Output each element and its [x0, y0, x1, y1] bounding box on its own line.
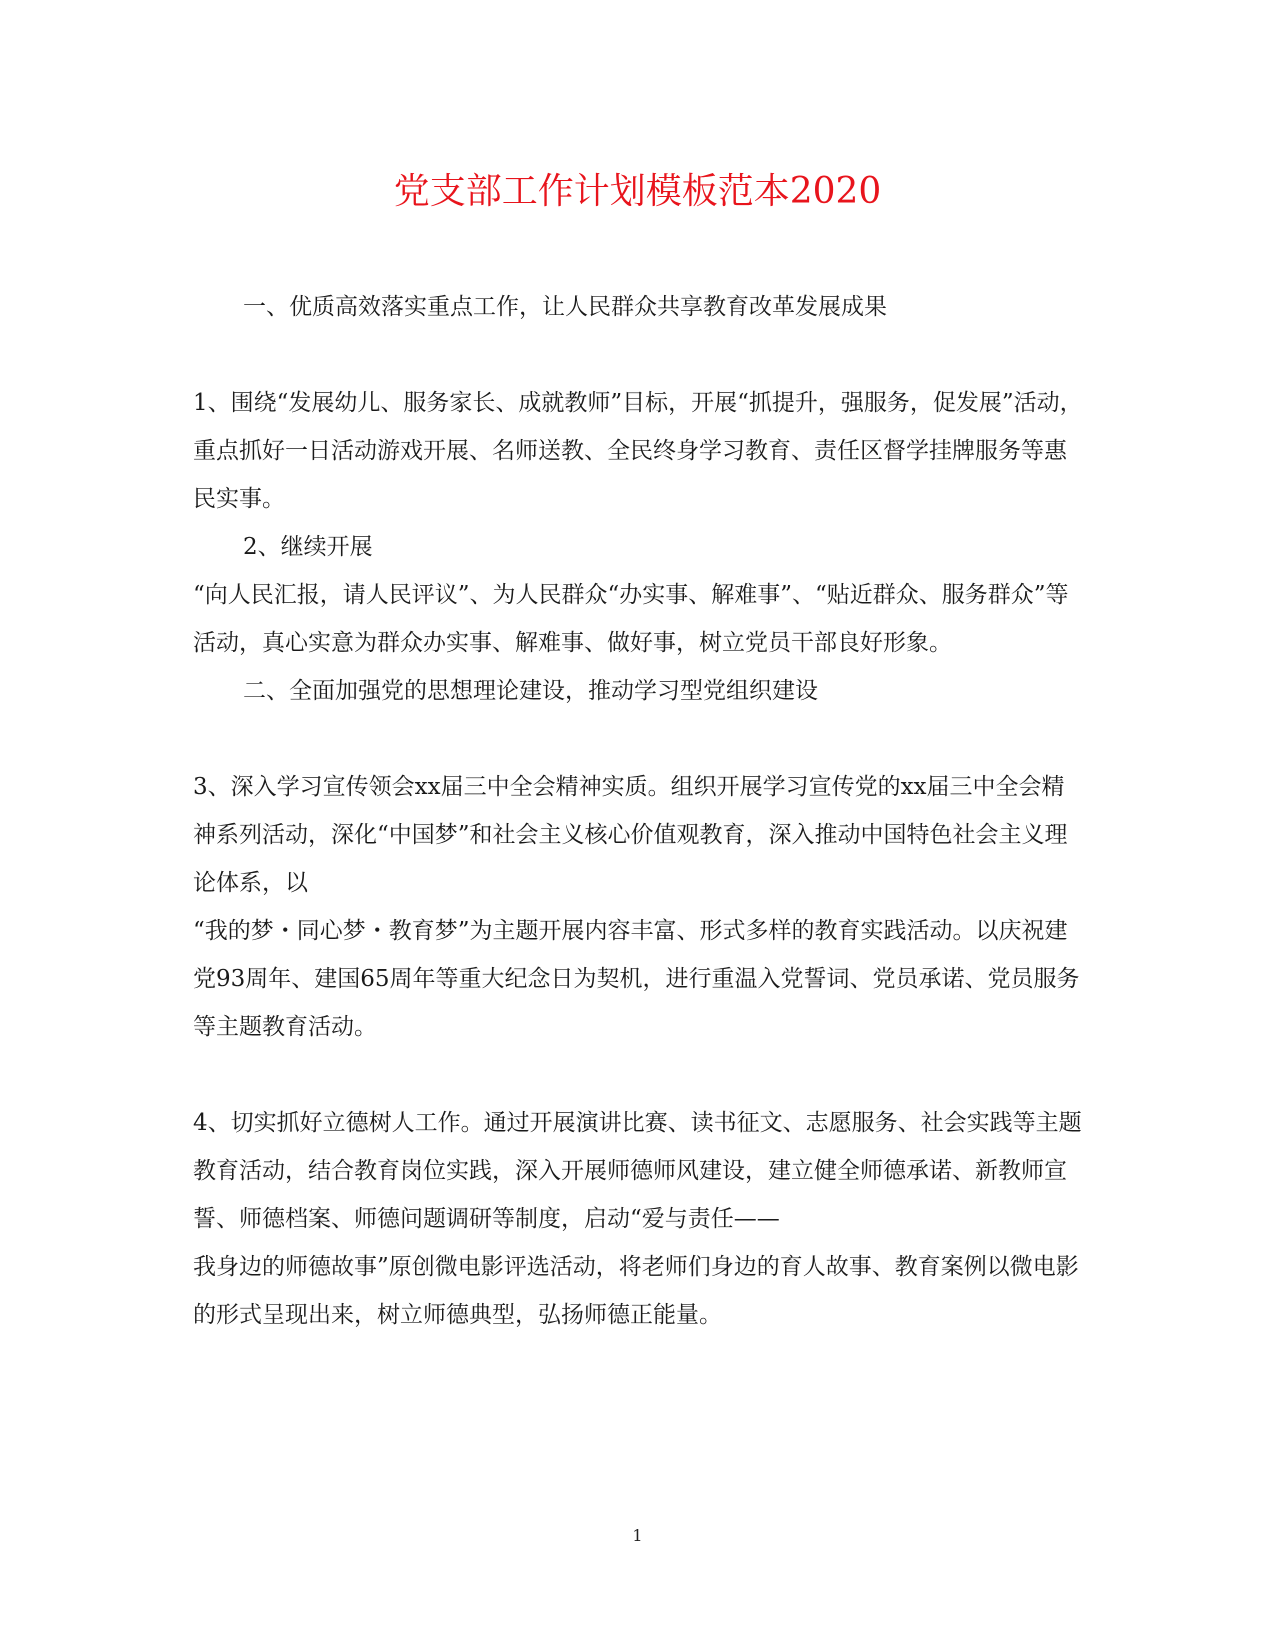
paragraph-gap — [193, 1051, 1083, 1099]
paragraph-item-2-body: “向人民汇报，请人民评议”、为人民群众“办实事、解难事”、“贴近群众、服务群众”等活动，真心实意为群众办实事、解难事、做好事，树立党员干部良好形象。 — [193, 582, 1069, 656]
paragraph-item-2-lead: 2、继续开展 — [243, 534, 373, 560]
section-heading-2: 二、全面加强党的思想理论建设，推动学习型党组织建设 — [243, 678, 818, 704]
paragraph-item-3-part-1: 3、深入学习宣传领会xx届三中全会精神实质。组织开展学习宣传党的xx届三中全会精神系列活动，深化“中国梦”和社会主义核心价值观教育，深入推动中国特色社会主义理论体系，以 — [193, 774, 1068, 896]
paragraph-item-4-part-2: 我身边的师德故事”原创微电影评选活动，将老师们身边的育人故事、教育案例以微电影的形式呈现出来，树立师德典型，弘扬师德正能量。 — [193, 1254, 1079, 1328]
paragraph-item-1: 1、围绕“发展幼儿、服务家长、成就教师”目标，开展“抓提升，强服务，促发展”活动，重点抓好一日活动游戏开展、名师送教、全民终身学习教育、责任区督学挂牌服务等惠民实事。 — [193, 390, 1083, 512]
paragraph-item-4-part-1: 4、切实抓好立德树人工作。通过开展演讲比赛、读书征文、志愿服务、社会实践等主题教育活动，结合教育岗位实践，深入开展师德师风建设，建立健全师德承诺、新教师宣誓、师德档案、师德问题调研等制度，启动“爱与责任—— — [193, 1110, 1082, 1232]
document-title: 党支部工作计划模板范本2020 — [393, 171, 882, 212]
paragraph-gap — [193, 715, 1083, 763]
paragraph-item-3-part-2: “我的梦・同心梦・教育梦”为主题开展内容丰富、形式多样的教育实践活动。以庆祝建党93周年、建国65周年等重大纪念日为契机，进行重温入党誓词、党员承诺、党员服务等主题教育活动。 — [193, 918, 1080, 1040]
document-body — [193, 283, 1083, 1339]
paragraph-gap — [193, 331, 1083, 379]
section-heading-1: 一、优质高效落实重点工作，让人民群众共享教育改革发展成果 — [243, 294, 887, 320]
page-number: 1 — [632, 1526, 643, 1545]
